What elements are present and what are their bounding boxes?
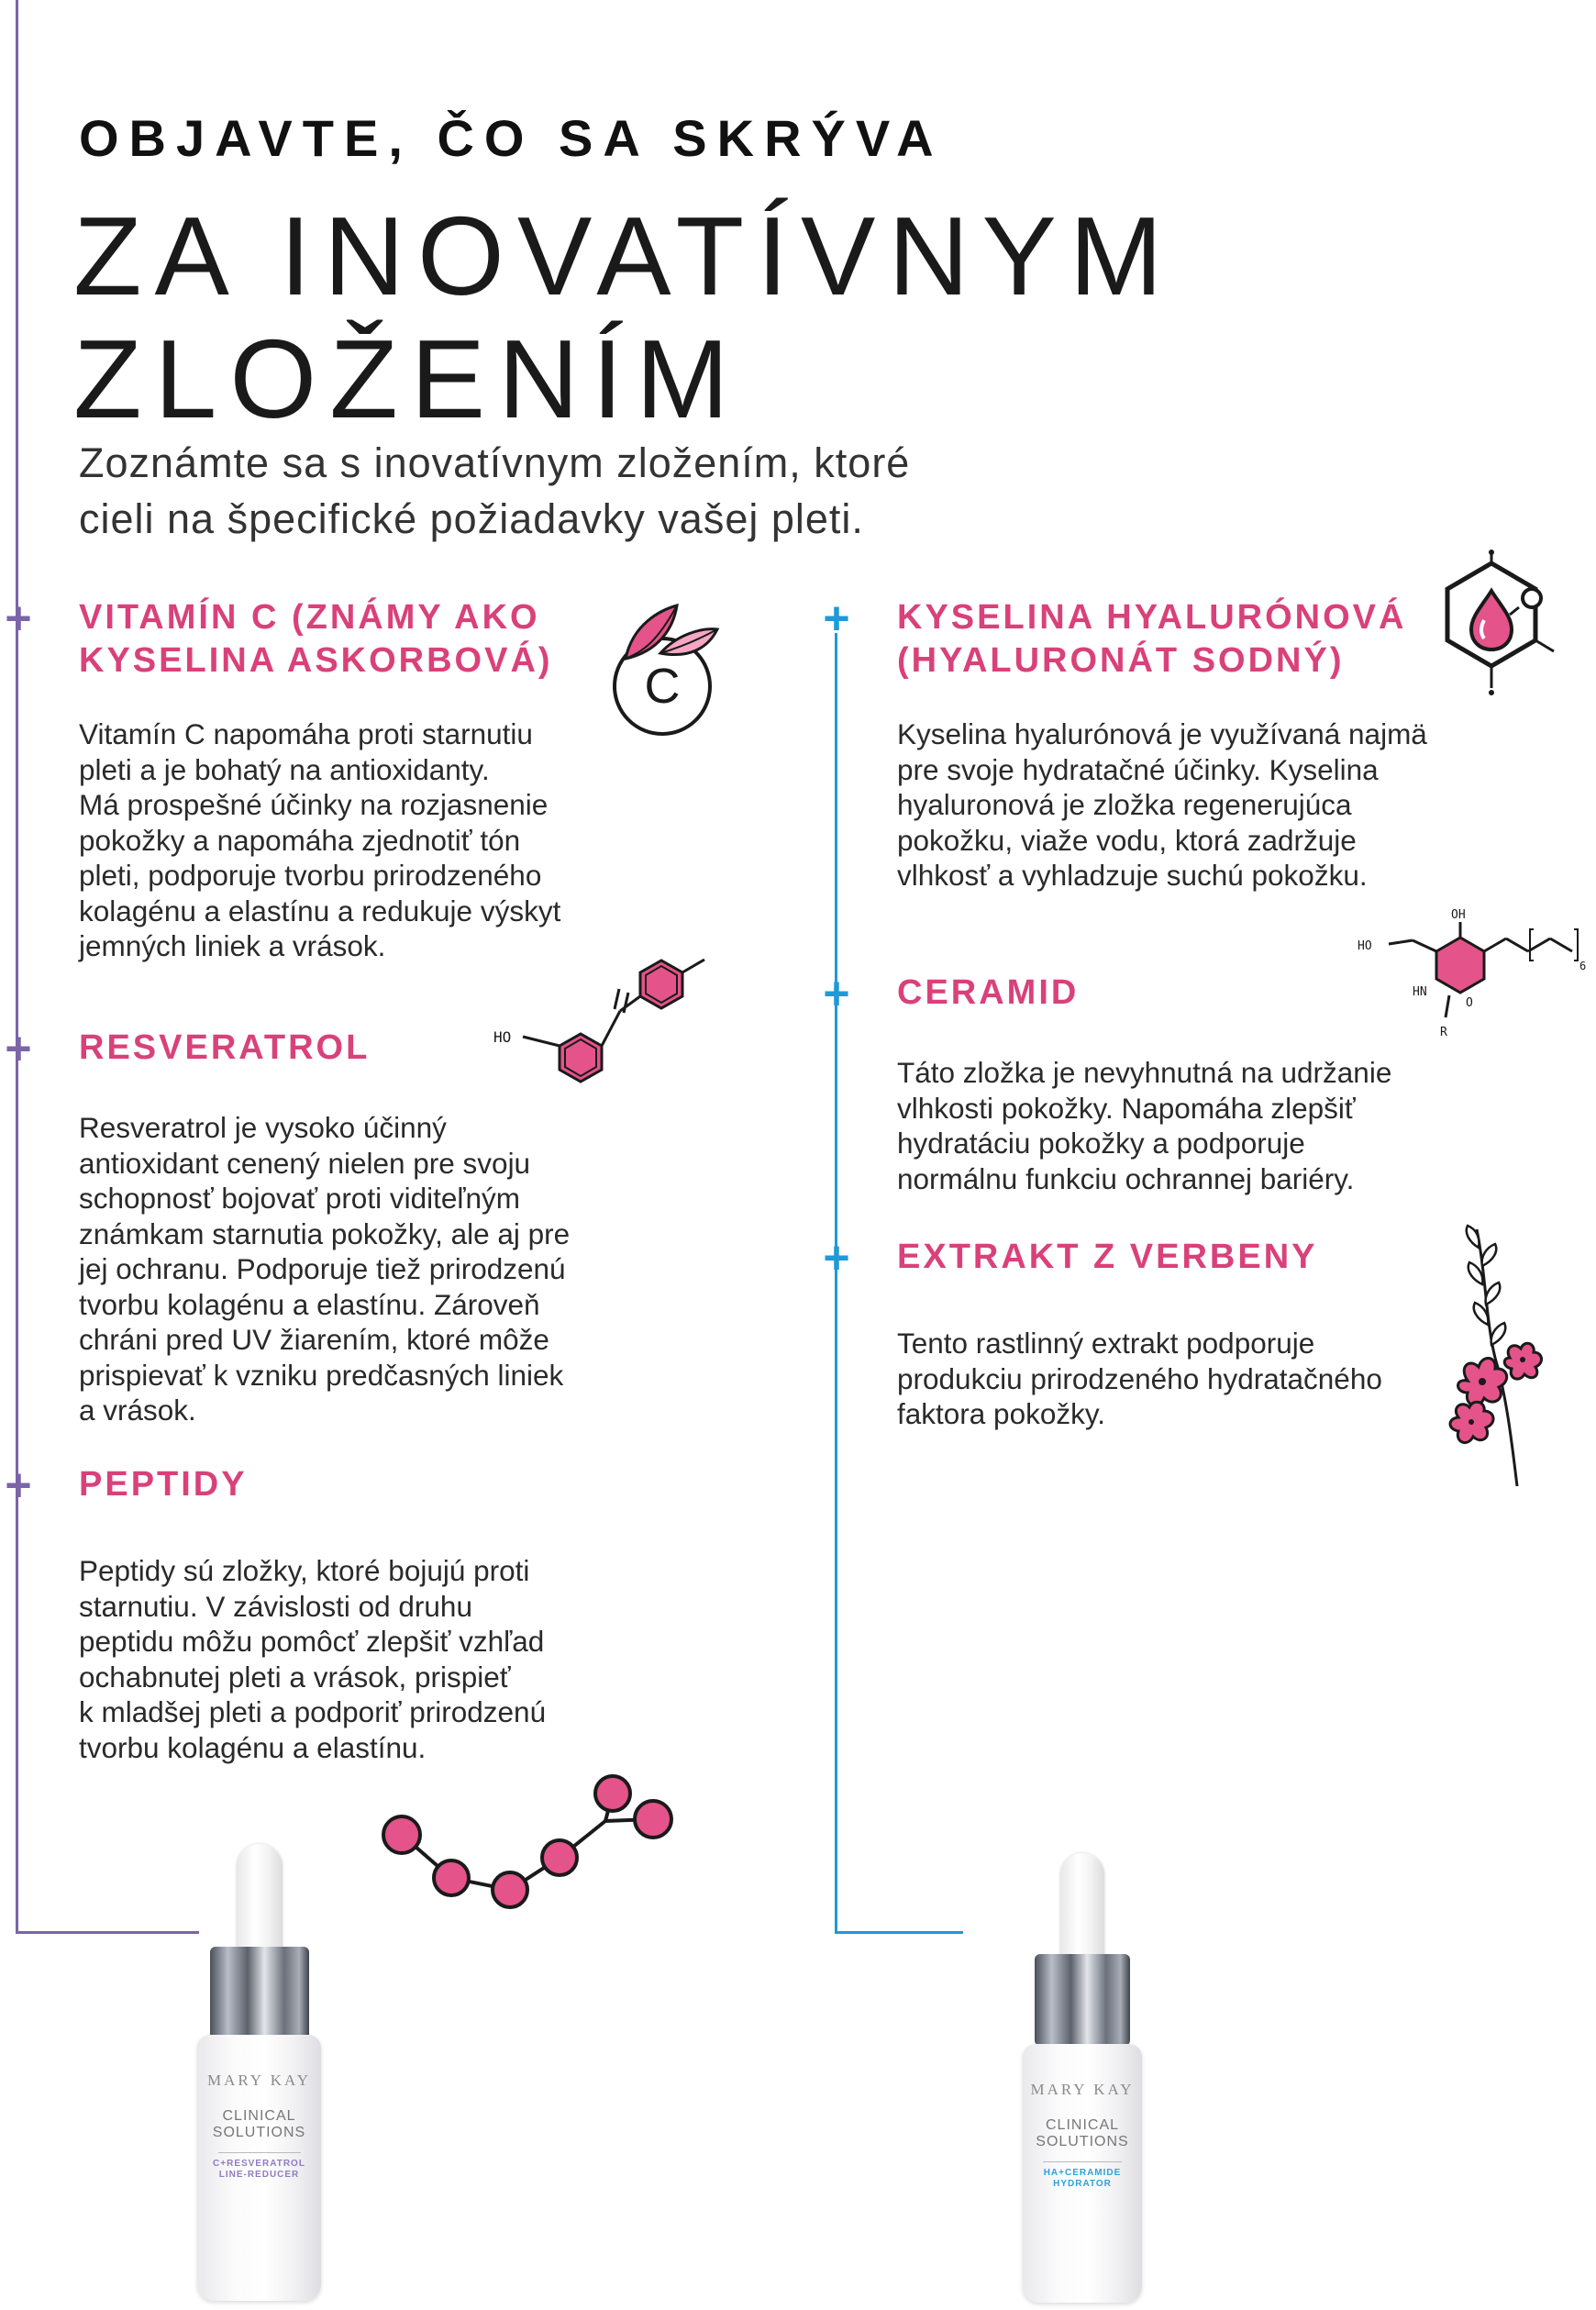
product-bottle-ceramide	[1023, 1853, 1142, 2303]
ceramide-molecule-icon	[1348, 904, 1596, 1050]
body-line: Resveratrol je vysoko účinný	[79, 1111, 447, 1144]
body-line: k mladšej pleti a podporiť prirodzenú	[79, 1695, 547, 1728]
section-title-line: KYSELINA HYALURÓNOVÁ	[897, 598, 1407, 637]
body-line: starnutiu. V závislosti od druhu	[79, 1589, 472, 1623]
verbena-flower-icon	[1422, 1220, 1568, 1495]
page-title	[73, 194, 1176, 440]
page-title-line-2: ZLOŽENÍM	[73, 317, 742, 441]
section-title-line: (HYALURONÁT SODNÝ)	[897, 641, 1345, 680]
body-line: vlhkosť a vyhladzuje suchú pokožku.	[897, 859, 1368, 892]
product-line-2: SOLUTIONS	[1036, 2134, 1129, 2149]
body-line: Kyselina hyalurónová je využívaná najmä	[897, 717, 1427, 750]
body-line: pleti a je bohatý na antioxidanty.	[79, 752, 490, 786]
section-body-peptidy	[79, 1553, 666, 1765]
hyaluronic-drop-hexagon-icon	[1403, 550, 1568, 716]
product-variant-2: HYDRATOR	[1053, 2179, 1112, 2189]
body-line: hydratáciu pokožky a podporuje	[897, 1127, 1305, 1160]
body-line: chráni pred UV žiarením, ktoré môže	[79, 1323, 549, 1356]
bottle-body	[197, 2035, 321, 2301]
molecule-label-o: O	[1466, 996, 1473, 1010]
body-line: Tento rastlinný extrakt podporuje	[897, 1327, 1315, 1360]
resveratrol-molecule-icon	[486, 945, 715, 1110]
product-line-1: CLINICAL	[1045, 2117, 1120, 2133]
plus-icon: +	[5, 1460, 32, 1511]
body-line: pleti, podporuje tvorbu prirodzeného	[79, 859, 542, 892]
section-body-hyaluronic	[897, 716, 1521, 894]
plus-icon: +	[5, 593, 32, 644]
left-timeline-end	[16, 1931, 199, 1934]
section-title-line: CERAMID	[897, 973, 1080, 1012]
molecule-label-r: R	[1440, 1026, 1447, 1039]
body-line: antioxidant cenený nielen pre svoju	[79, 1146, 531, 1180]
section-body-resveratrol	[79, 1110, 666, 1428]
page-title-line-1: ZA INOVATÍVNYM	[73, 194, 1176, 318]
kicker-heading: OBJAVTE, ČO SA SKRÝVA	[79, 109, 944, 167]
molecule-label-oh: OH	[1451, 908, 1466, 922]
body-line: pokožku, viaže vodu, ktorá zadržuje	[897, 823, 1357, 857]
section-title-line: RESVERATROL	[79, 1028, 371, 1067]
body-line: pokožky a napomáha zjednotiť tón	[79, 823, 521, 857]
body-line: a vrások.	[79, 1394, 196, 1427]
body-line: ochabnutej pleti a vrások, prispieť	[79, 1660, 511, 1694]
section-title-vitamin-c	[79, 596, 553, 683]
product-line-2: SOLUTIONS	[212, 2125, 306, 2140]
product-line-1: CLINICAL	[222, 2108, 296, 2124]
molecule-label-ho: HO	[1358, 939, 1372, 953]
left-timeline-line	[16, 0, 18, 1934]
product-variant-2: LINE-REDUCER	[218, 2170, 300, 2180]
body-line: jemných liniek a vrások.	[79, 929, 386, 962]
molecule-label-n: 6	[1579, 960, 1587, 972]
section-title-resveratrol	[79, 1027, 370, 1070]
body-line: jej ochranu. Podporuje tiež prirodzenú	[79, 1252, 566, 1285]
vitamin-c-letter: C	[644, 659, 681, 714]
bottle-collar	[210, 1947, 309, 2040]
plus-icon: +	[823, 593, 850, 644]
body-line: pre svoje hydratačné účinky. Kyselina	[897, 752, 1379, 786]
body-line: kolagénu a elastínu a redukuje výskyt	[79, 894, 561, 927]
intro-line-2: cieli na špecifické požiadavky vašej pleti.	[79, 495, 864, 542]
body-line: Vitamín C napomáha proti starnutiu	[79, 717, 533, 750]
plus-icon: +	[823, 1232, 850, 1283]
body-line: Peptidy sú zložky, ktoré bojujú proti	[79, 1554, 530, 1587]
body-line: vlhkosti pokožky. Napomáha zlepšiť	[897, 1091, 1356, 1125]
body-line: tvorbu kolagénu a elastínu. Zároveň	[79, 1287, 540, 1321]
intro-text	[79, 435, 1088, 547]
section-title-hyaluronic	[897, 596, 1406, 683]
body-line: peptidu môžu pomôcť zlepšiť vzhľad	[79, 1625, 545, 1658]
body-line: faktora pokožky.	[897, 1397, 1106, 1430]
vitamin-c-leaf-icon	[605, 587, 734, 734]
section-title-line: EXTRAKT Z VERBENY	[897, 1238, 1318, 1276]
section-body-vitamin-c	[79, 716, 666, 964]
section-title-ceramid	[897, 972, 1079, 1015]
molecule-label: HO	[493, 1028, 512, 1046]
product-brand: MARY KAY	[207, 2071, 311, 2089]
body-line: hyaluronová je zložka regenerujúca	[897, 788, 1352, 821]
product-bottle-resveratrol	[197, 1844, 321, 2301]
product-variant-1: HA+CERAMIDE	[1043, 2168, 1122, 2178]
product-brand: MARY KAY	[1030, 2081, 1135, 2098]
body-line: schopnosť bojovať proti viditeľným	[79, 1182, 521, 1215]
section-title-verbena	[897, 1236, 1317, 1279]
body-line: Táto zložka je nevyhnutná na udržanie	[897, 1056, 1392, 1089]
bottle-body	[1023, 2044, 1142, 2303]
bottle-collar	[1035, 1954, 1130, 2046]
section-title-peptidy	[79, 1463, 248, 1506]
plus-icon: +	[5, 1023, 32, 1074]
molecule-label-hn: HN	[1413, 985, 1427, 999]
body-line: Má prospešné účinky na rozjasnenie	[79, 788, 549, 821]
right-timeline-end	[835, 1931, 963, 1934]
body-line: tvorbu kolagénu a elastínu.	[79, 1730, 427, 1764]
body-line: produkciu prirodzeného hydratačného	[897, 1361, 1382, 1395]
section-title-line: PEPTIDY	[79, 1465, 248, 1504]
peptide-chain-icon	[376, 1775, 688, 1913]
section-title-line: KYSELINA ASKORBOVÁ)	[79, 641, 553, 680]
body-line: prispievať k vzniku predčasných liniek	[79, 1358, 564, 1392]
intro-line-1: Zoznámte sa s inovatívnym zložením, ktoré	[79, 439, 911, 486]
body-line: normálnu funkciu ochrannej bariéry.	[897, 1161, 1355, 1195]
bottle-dropper	[237, 1844, 283, 1954]
section-body-ceramid	[897, 1055, 1521, 1196]
bottle-dropper	[1060, 1853, 1104, 1961]
body-line: známkam starnutia pokožky, ale aj pre	[79, 1216, 571, 1250]
section-title-line: VITAMÍN C (ZNÁMY AKO	[79, 598, 540, 637]
plus-icon: +	[823, 968, 850, 1019]
right-timeline-line	[835, 633, 837, 1934]
product-variant-1: C+RESVERATROL	[213, 2159, 305, 2169]
